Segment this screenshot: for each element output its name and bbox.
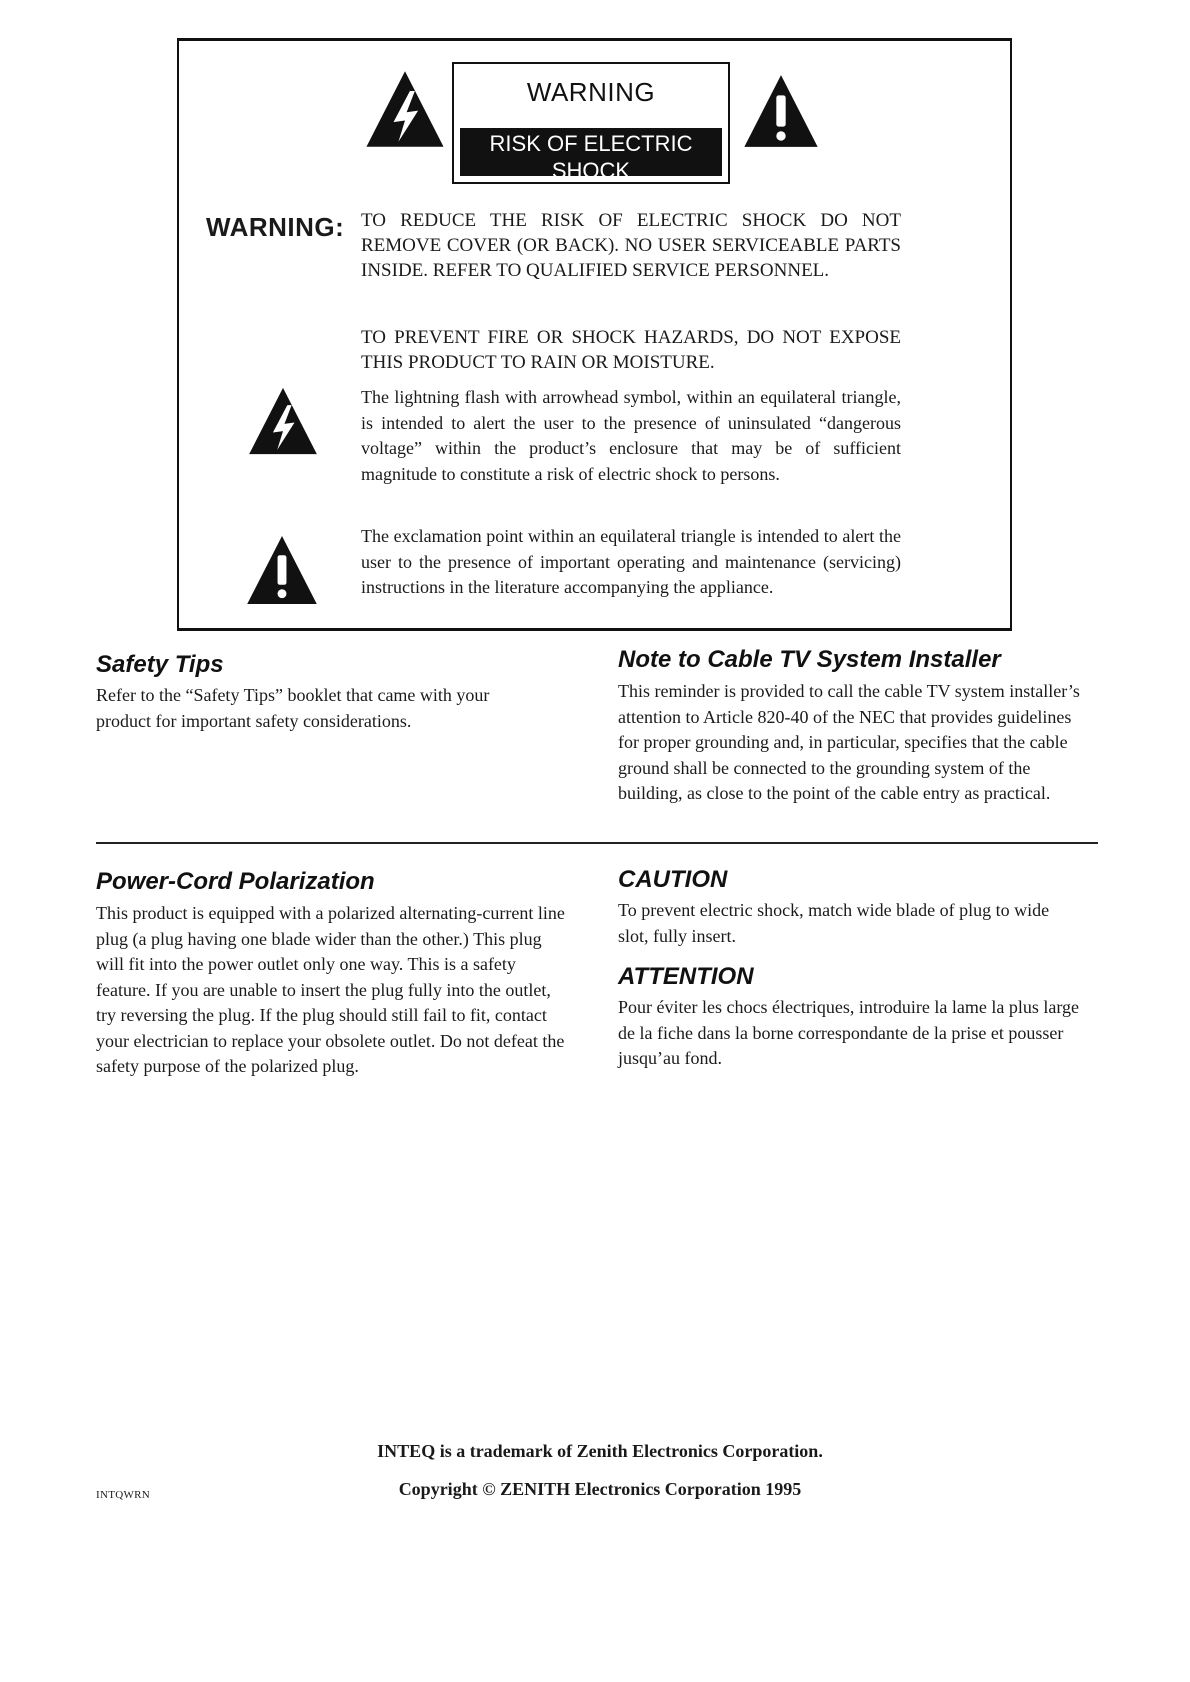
exclamation-warning-icon xyxy=(741,72,821,150)
caution-heading: CAUTION xyxy=(618,866,728,893)
trademark-notice: INTEQ is a trademark of Zenith Electronics Corporation. xyxy=(377,1441,823,1461)
warning-label xyxy=(452,62,730,210)
label-title: WARNING xyxy=(526,77,656,107)
exclamation-description: The exclamation point within an equilateral triangle is intended to alert the user to the presence of important operating and maintenance (servicing) instructions in the literature accompanying the appliance. xyxy=(361,526,901,597)
cable-note-heading: Note to Cable TV System Installer xyxy=(618,646,1001,673)
lightning-description: The lightning flash with arrowhead symbol, within an equilateral triangle, is intended to alert the user to the presence of uninsulated “dangerous voltage” within the product’s enclosure that may be of sufficient magnitude to constitute a risk of electric shock to persons. xyxy=(361,387,901,484)
label-line-2: DO NOT OPEN xyxy=(514,185,668,210)
label-line-1: RISK OF ELECTRIC SHOCK xyxy=(489,131,693,183)
warning-text-2: TO PREVENT FIRE OR SHOCK HAZARDS, DO NOT EXPOSE THIS PRODUCT TO RAIN OR MOISTURE. xyxy=(361,327,901,373)
warning-text-1: TO REDUCE THE RISK OF ELECTRIC SHOCK DO NOT REMOVE COVER (OR BACK). NO USER SERVICEABLE PARTS INSIDE. REFER TO QUALIFIED SERVICE PERSONNEL. xyxy=(361,210,901,281)
lightning-warning-icon xyxy=(364,68,446,150)
safety-tips-text: Refer to the “Safety Tips” booklet that came with your product for important safety considerations. xyxy=(96,685,490,731)
copyright-notice: Copyright © ZENITH Electronics Corporation 1995 xyxy=(398,1479,802,1499)
lightning-symbol-icon xyxy=(246,385,320,457)
attention-text: Pour éviter les chocs électriques, introduire la lame la plus large de la fiche dans la borne correspondante de la prise et pousser jusqu’au fond. xyxy=(618,997,1080,1068)
polarization-text: This product is equipped with a polarized alternating-current line plug (a plug having one blade wider than the other.) This plug will fit into the power outlet only one way. This is a safety feature. If you are unable to insert the plug fully into the outlet, try reversing the plug. If the plug should still fail to fit, contact your electrician to replace your obsolete outlet. Do not defeat the safety purpose of the polarized plug. xyxy=(96,903,565,1076)
attention-heading: ATTENTION xyxy=(618,963,754,990)
polarization-heading: Power-Cord Polarization xyxy=(96,868,375,895)
warning-heading: WARNING: xyxy=(206,212,345,242)
label-black-band xyxy=(460,128,722,210)
safety-tips-heading: Safety Tips xyxy=(96,651,224,678)
document-code: INTQWRN xyxy=(96,1489,151,1501)
section-divider xyxy=(96,842,1098,844)
caution-text: To prevent electric shock, match wide blade of plug to wide slot, fully insert. xyxy=(618,900,1050,946)
cable-note-text: This reminder is provided to call the cable TV system installer’s attention to Article 820-40 of the NEC that provides guidelines for proper grounding and, in particular, specifies that the cable ground shall be connected to the grounding system of the building, as close to the point of the cable entry as practical. xyxy=(618,681,1080,803)
exclamation-symbol-icon xyxy=(242,533,322,607)
